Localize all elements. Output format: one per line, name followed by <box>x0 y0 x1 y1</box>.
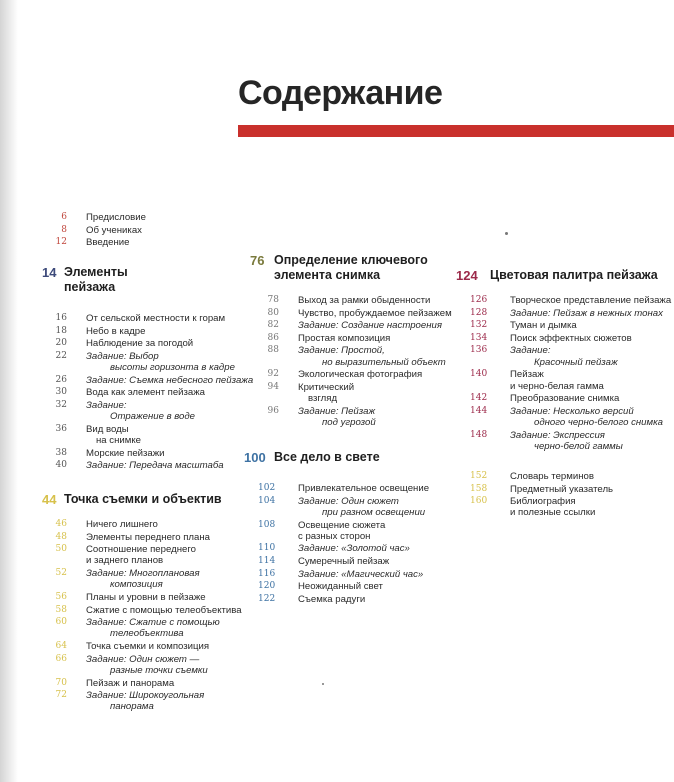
entry-title: Задание: <box>510 345 551 357</box>
page-number: 144 <box>470 405 488 416</box>
entry-title: Пейзаж <box>510 369 544 381</box>
page-number: 50 <box>55 544 67 555</box>
entry-title: Элементы переднего плана <box>86 531 210 543</box>
page-number: 64 <box>55 641 67 652</box>
section-page-number: 100 <box>244 450 266 465</box>
page-number: 94 <box>267 381 279 392</box>
page-number: 92 <box>267 369 279 380</box>
entry-title: Чувство, пробуждаемое пейзажем <box>298 307 452 319</box>
section-page-number: 14 <box>42 265 57 280</box>
entry-title: и полезные ссылки <box>510 507 596 519</box>
entry-title: Предисловие <box>86 212 146 223</box>
entry-title: на снимке <box>96 435 141 447</box>
entry-title: Задание: Несколько версий <box>510 405 634 417</box>
entry-title: но выразительный объект <box>322 356 446 368</box>
page-number: 60 <box>55 617 67 628</box>
entry-title: Поиск эффектных сюжетов <box>510 332 632 344</box>
section-page-number: 124 <box>456 268 478 283</box>
page-number: 22 <box>55 350 67 361</box>
page-number: 132 <box>470 320 488 331</box>
entry-title: с разных сторон <box>298 530 371 542</box>
entry-title: Сумеречный пейзаж <box>298 556 390 567</box>
page-number: 6 <box>61 212 67 222</box>
entry-title: высоты горизонта в кадре <box>110 362 235 374</box>
entry-title: Наблюдение за погодой <box>86 338 194 350</box>
page-number: 18 <box>55 325 67 336</box>
entry-title: От сельской местности к горам <box>86 313 226 324</box>
page-number: 86 <box>267 332 279 343</box>
entry-title: Морские пейзажи <box>86 447 165 459</box>
page-number: 8 <box>61 224 67 235</box>
page-number: 66 <box>55 653 67 664</box>
page-number: 148 <box>470 429 488 440</box>
entry-title: Выход за рамки обыденности <box>298 295 431 306</box>
section-title: Определение ключевого элемента снимка <box>274 253 428 282</box>
entry-title: Задание: Съемка небесного пейзажа <box>86 374 254 386</box>
entry-title: Задание: Сжатие с помощью <box>86 617 220 629</box>
entry-title: Преобразование снимка <box>510 393 620 405</box>
entry-title: панорама <box>110 701 154 713</box>
page-number: 122 <box>258 593 276 604</box>
entry-title: Задание: Выбор <box>86 350 159 362</box>
page-number: 20 <box>55 338 67 349</box>
entry-title: композиция <box>110 579 163 591</box>
entry-title: Планы и уровни в пейзаже <box>86 592 206 603</box>
entry-title: Задание: <box>86 399 127 411</box>
page-number: 80 <box>267 307 279 318</box>
entry-title: Задание: Создание настроения <box>298 320 442 332</box>
entry-title: Задание: Многоплановая <box>86 568 200 580</box>
entry-title: разные точки съемки <box>110 664 208 676</box>
page-number: 104 <box>258 495 276 506</box>
section-title: Точка съемки и объектив <box>64 492 222 506</box>
entry-title: Задание: Пейзаж <box>298 405 376 417</box>
page-number: 108 <box>258 519 276 530</box>
page-number: 128 <box>470 307 488 318</box>
page-number: 38 <box>55 447 67 458</box>
entry-title: Творческое представление пейзажа <box>510 295 672 306</box>
page-number: 70 <box>55 677 67 688</box>
page-number: 152 <box>470 471 488 481</box>
page-number: 142 <box>470 393 488 404</box>
section-title: Элементы пейзажа <box>64 265 128 294</box>
entry-title: Задание: «Магический час» <box>298 568 424 580</box>
page-number: 158 <box>470 483 488 494</box>
entry-title: Библиография <box>510 496 576 508</box>
page-number: 78 <box>267 295 279 305</box>
title-accent-bar <box>238 125 674 137</box>
entry-title: Небо в кадре <box>86 325 146 337</box>
entry-title: взгляд <box>308 393 338 405</box>
entry-title: Туман и дымка <box>510 320 577 332</box>
entry-title: и черно-белая гамма <box>510 380 604 392</box>
page-number: 36 <box>55 423 67 434</box>
page-number: 114 <box>258 556 276 566</box>
entry-title: Задание: Пейзаж в нежных тонах <box>510 307 663 319</box>
entry-title: Введение <box>86 237 130 249</box>
entry-title: под угрозой <box>322 417 376 429</box>
page-number: 40 <box>55 460 67 471</box>
page-number: 46 <box>55 519 67 529</box>
section-title: Все дело в свете <box>274 450 380 464</box>
section-page-number: 44 <box>42 492 57 507</box>
page-binding-shadow <box>0 0 18 782</box>
page-number: 136 <box>470 345 488 356</box>
entry-title: Задание: Экспрессия <box>510 429 605 441</box>
entry-title: Пейзаж и панорама <box>86 677 175 689</box>
entry-title: Задание: Один сюжет <box>298 495 399 507</box>
entry-title: Словарь терминов <box>510 471 594 482</box>
page-number: 82 <box>267 320 279 331</box>
entry-title: Ничего лишнего <box>86 519 158 530</box>
entry-title: черно-белой гаммы <box>534 440 623 452</box>
page-title: Содержание <box>238 74 443 112</box>
entry-title: Задание: Широкоугольная <box>86 690 205 702</box>
entry-title: Простая композиция <box>298 332 391 344</box>
section-page-number: 76 <box>250 253 265 268</box>
entry-title: телеобъектива <box>110 628 184 640</box>
page-number: 102 <box>258 483 276 493</box>
speck-mark <box>505 232 508 235</box>
page-number: 96 <box>267 405 279 416</box>
page-number: 116 <box>258 568 276 579</box>
entry-title: Соотношение переднего <box>86 544 196 556</box>
page-number: 120 <box>258 581 276 592</box>
entry-title: Экологическая фотография <box>298 369 423 381</box>
entry-title: Критический <box>298 381 355 393</box>
entry-title: Неожиданный свет <box>298 581 383 593</box>
entry-title: Вода как элемент пейзажа <box>86 387 206 399</box>
entry-title: Предметный указатель <box>510 483 614 495</box>
entry-title: Точка съемки и композиция <box>86 641 210 653</box>
speck-mark <box>322 683 324 685</box>
entry-title: Об учениках <box>86 224 142 236</box>
entry-title: Задание: Простой, <box>298 345 385 357</box>
entry-title: Задание: Один сюжет — <box>86 653 200 665</box>
entry-title: Задание: Передача масштаба <box>86 460 224 472</box>
entry-title: Красочный пейзаж <box>534 356 618 368</box>
entry-title: Привлекательное освещение <box>298 483 430 494</box>
page-number: 58 <box>55 604 67 615</box>
page-number: 72 <box>55 690 67 701</box>
page-number: 134 <box>470 332 488 343</box>
page-number: 16 <box>55 313 67 323</box>
entry-title: и заднего планов <box>86 555 164 567</box>
page-number: 48 <box>55 531 67 542</box>
page-number: 26 <box>55 374 67 385</box>
entry-title: Сжатие с помощью телеобъектива <box>86 604 242 616</box>
entry-title: одного черно-белого снимка <box>534 417 663 429</box>
entry-title: Освещение сюжета <box>298 519 386 531</box>
entry-title: Задание: «Золотой час» <box>298 543 410 555</box>
entry-title: Съемка радуги <box>298 593 366 605</box>
entry-title: Вид воды <box>86 423 129 435</box>
entry-title: при разном освещении <box>322 506 426 518</box>
page-number: 52 <box>55 568 67 579</box>
entry-title: Отражение в воде <box>110 411 196 423</box>
page-number: 56 <box>55 592 67 602</box>
page-number: 30 <box>55 387 67 398</box>
page-number: 32 <box>55 399 67 410</box>
page-number: 12 <box>55 237 67 248</box>
page-number: 110 <box>258 543 276 554</box>
page-number: 140 <box>470 369 488 380</box>
page-number: 126 <box>470 295 488 305</box>
section-title: Цветовая палитра пейзажа <box>490 268 658 282</box>
page-number: 88 <box>267 345 279 356</box>
page-number: 160 <box>470 496 488 507</box>
